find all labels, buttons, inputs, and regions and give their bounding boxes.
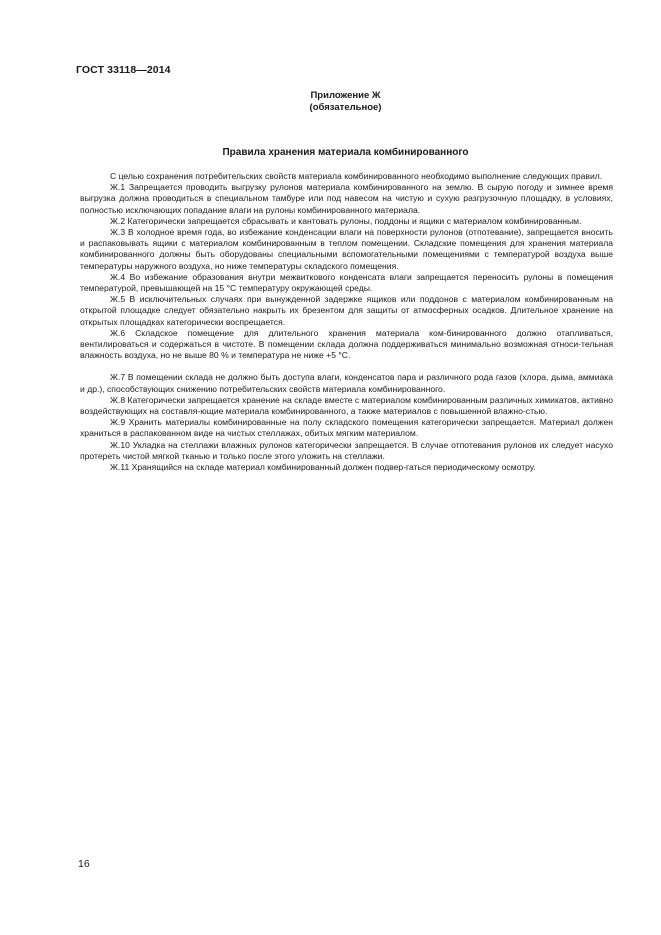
paragraph-zh4: Ж.4 Во избежание образования внутри межвиткового конденсата влаги запрещается переносить рулоны в помещения температурой, превышающей на 15 °С температуру окружающей среды. <box>80 271 613 294</box>
paragraph-zh3: Ж.3 В холодное время года, во избежание конденсации влаги на поверхности рулонов (отпотевание), запрещается вносить и распаковывать ящики с материалом комбинированным в теплом помещении. Складские помещения для хранения материала комбинированного должны быть оборудованы специальными вспомогательными помещениями с температурой воздуха выше температуры наружного воздуха, но ниже температуры складского помещения. <box>80 227 613 271</box>
paragraph-zh5: Ж.5 В исключительных случаях при вынужденной задержке ящиков или поддонов с материалом комбинированным на открытой площадке следует обязательно накрыть их брезентом для защиты от атмосферных осадков. Длительное хранение на открытых площадках категорически воспрещается. <box>80 294 613 327</box>
appendix-status: (обязательное) <box>309 102 382 113</box>
appendix-heading <box>0 90 661 114</box>
appendix-label: Приложение Ж <box>310 90 381 101</box>
paragraph-zh1: Ж.1 Запрещается проводить выгрузку рулонов материала комбинированного на землю. В сырую погоду и зимнее время выгрузка должна проводиться в специальном тамбуре или под навесом на чистую и сухую разгрузочную площадку, в условиях, полностью исключающих попадание влаги на рулоны комбинированного материала. <box>80 182 613 215</box>
standard-header: ГОСТ 33118—2014 <box>76 64 171 76</box>
paragraph-zh6: Ж.6 Складское помещение для длительного хранения материала ком-бинированного должно отапливаться, вентилироваться и содержаться в чистоте. В помещении склада должна поддерживаться минимально возможная относи-тельная влажность воздуха, но не выше 80 % и температура не ниже +5 °С. <box>80 327 613 361</box>
intro-paragraph: С целью сохранения потребительских свойств материала комбинированного необходимо выполнение следующих правил. <box>110 171 603 181</box>
paragraph-zh2: Ж.2 Категорически запрещается сбрасывать и кантовать рулоны, поддоны и ящики с материалом комбинированным. <box>110 215 582 226</box>
paragraph-zh10: Ж.10 Укладка на стеллажи влажных рулонов категорически запрещается. В случае отпотевания рулонов их следует насухо протереть чистой мягкой тканью и только после этого уложить на стеллажи. <box>80 439 613 461</box>
paragraph-zh11: Ж.11 Хранящийся на складе материал комбинированный должен подвер-гаться периодическому осмотру. <box>110 462 536 473</box>
page-number: 16 <box>78 858 90 870</box>
document-body <box>80 171 613 473</box>
paragraph-zh8: Ж.8 Категорически запрещается хранение на складе вместе с материалом комбинированным различных химикатов, активно воздействующих на составля-ющие материала комбинированного, а также материалов с повышенной влажно-стью. <box>80 394 613 417</box>
section-title: Правила хранения материала комбинированного <box>222 147 469 158</box>
paragraph-zh9: Ж.9 Хранить материалы комбинированные на полу складского помещения категорически запрещается. Материал должен храниться в распакованном виде на чистых стеллажах, обитых мягким материалом. <box>80 417 613 439</box>
paragraph-zh7: Ж.7 В помещении склада не должно быть доступа влаги, конденсатов пара и различного рода газов (хлора, дыма, аммиака и др.), способствующих снижению потребительских свойств материала комбинированного. <box>80 372 613 394</box>
